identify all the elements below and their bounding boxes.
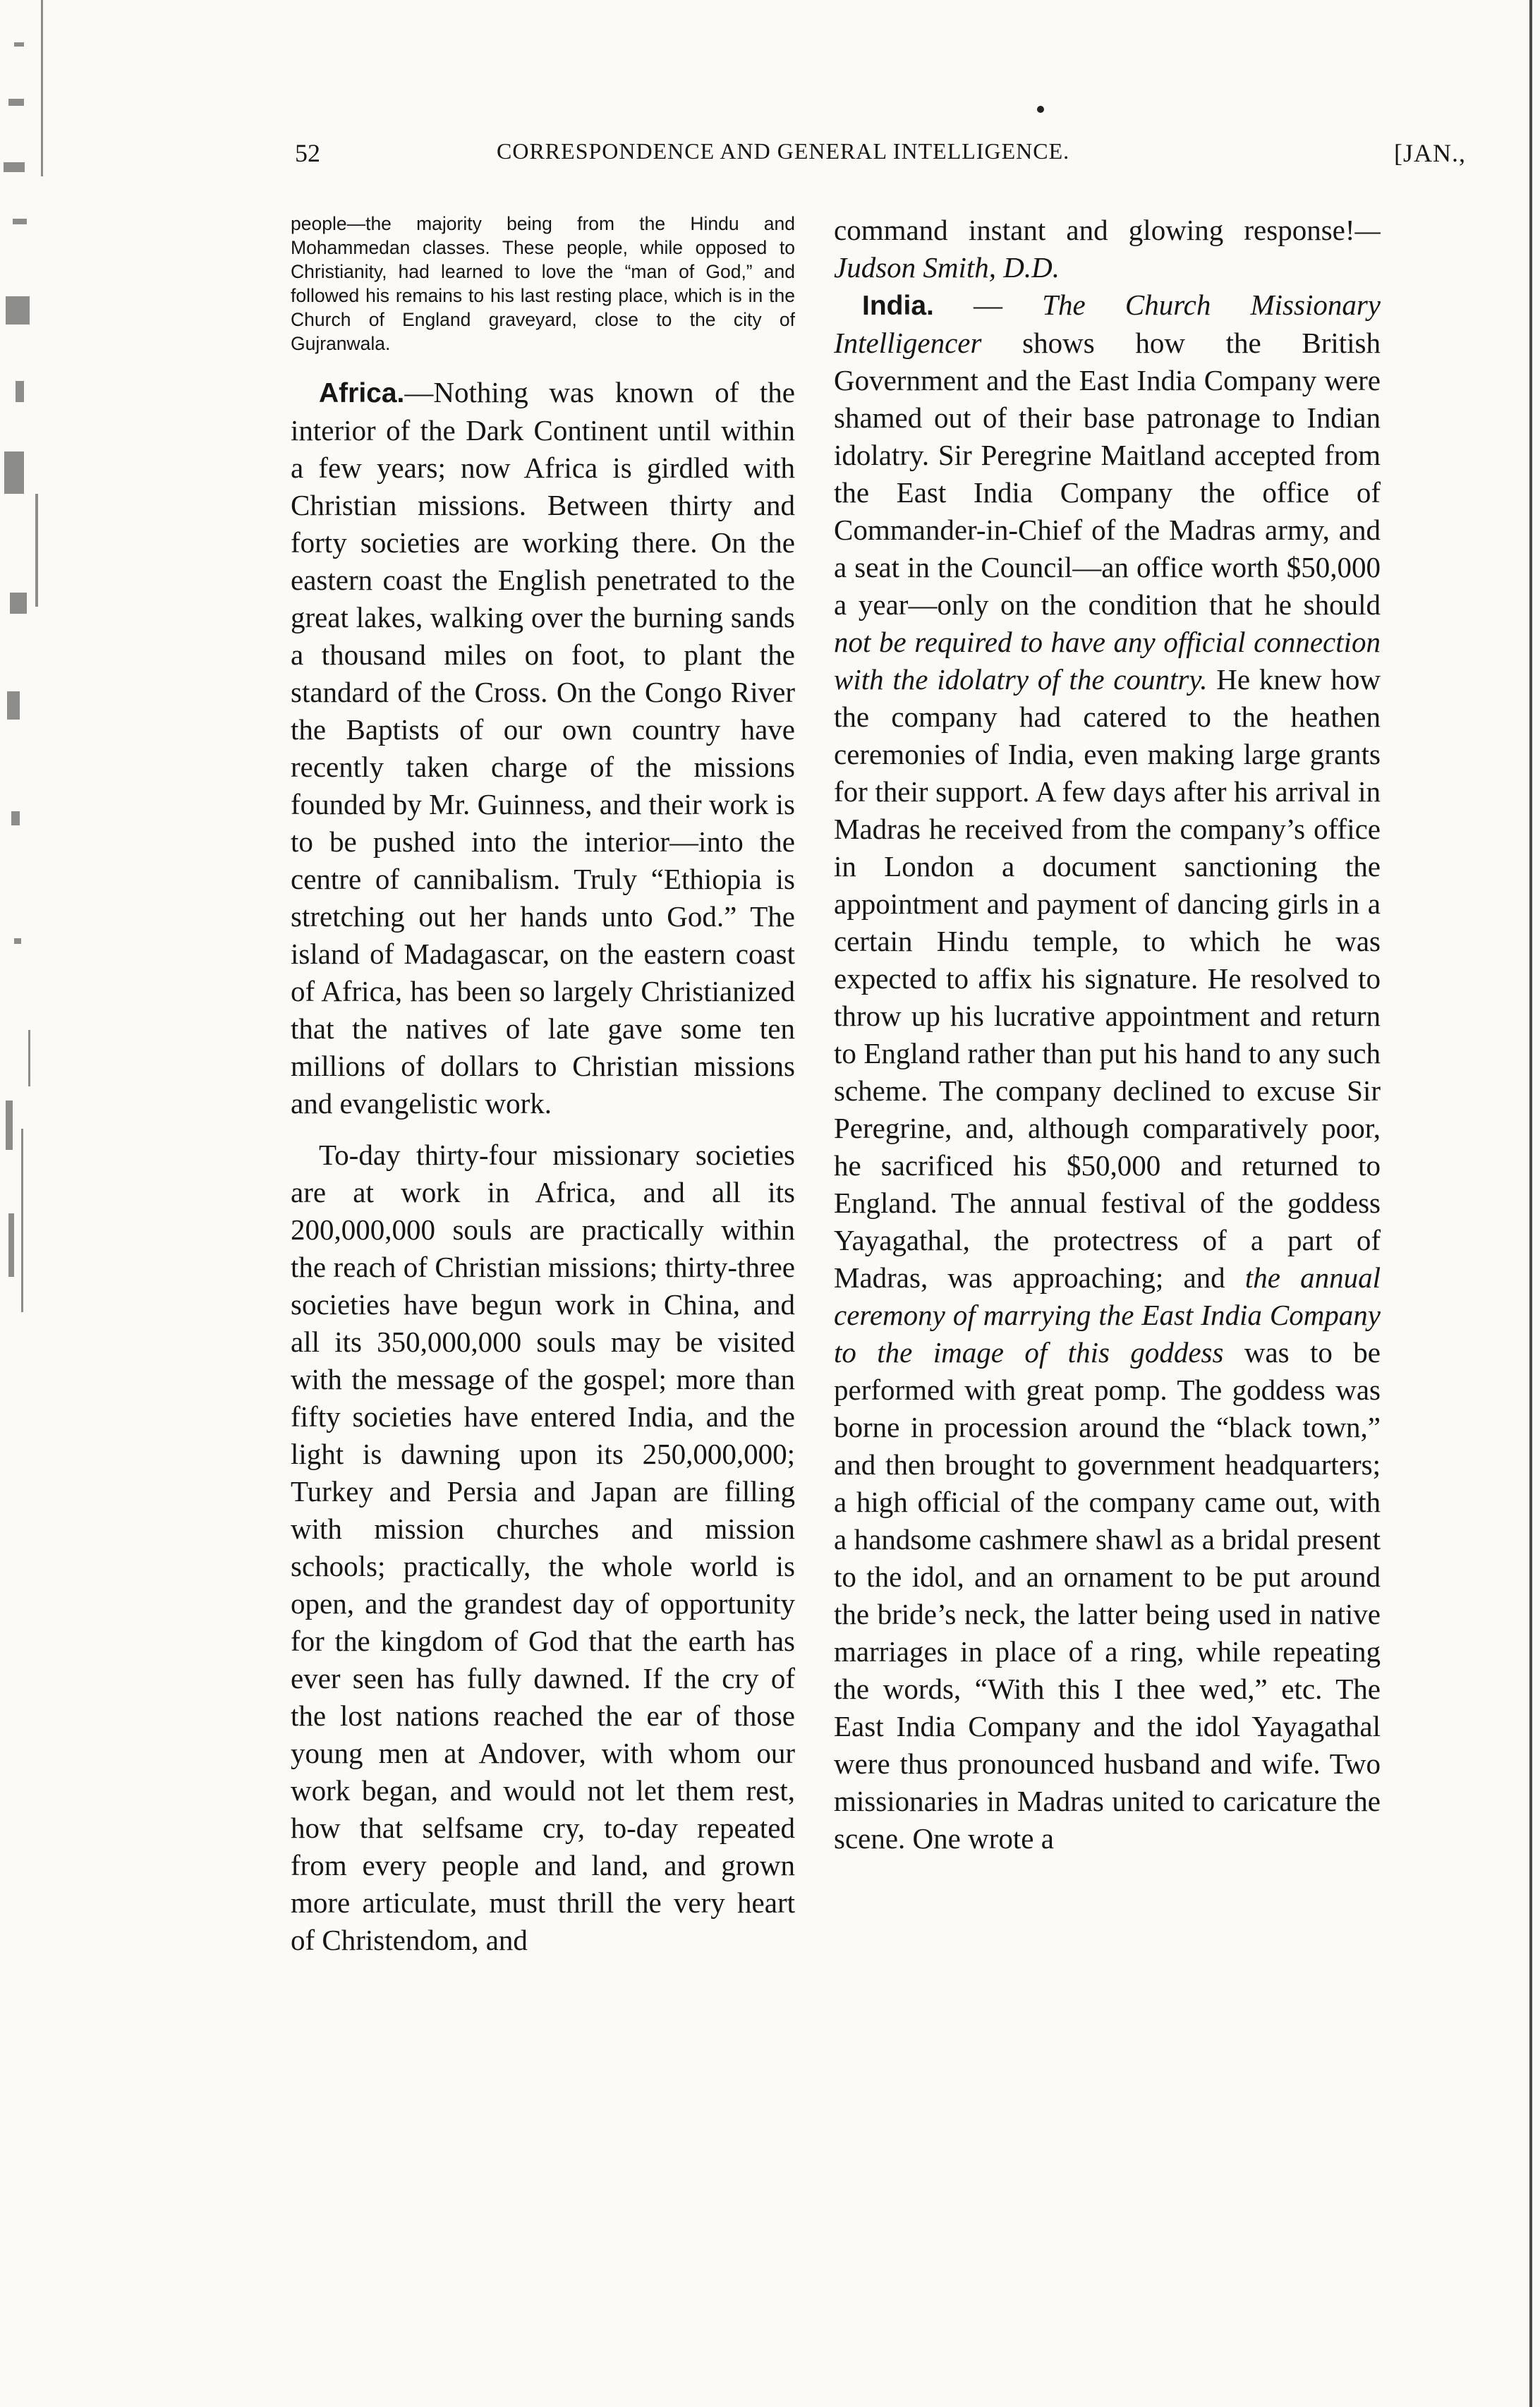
running-title: CORRESPONDENCE AND GENERAL INTELLIGENCE. <box>497 138 1070 164</box>
signature: —Judson Smith, D.D. <box>834 214 1381 284</box>
india-paragraph <box>834 286 1381 1857</box>
india-heading: India. <box>862 291 934 321</box>
page-header <box>295 138 1466 183</box>
ink-mark <box>1037 106 1044 113</box>
smith-continuation <box>834 212 1381 286</box>
page-edge-rule <box>1529 0 1532 2407</box>
africa-text: —Nothing was known of the interior of the Dark Continent until within a few years; now Africa is girdled with Christian missions. Between thirty and forty societies are working there. On the eastern coast the English penetrated to the great lakes, walking over the burning sands a thousand miles on foot, to plant the standard of the Cross. On the Congo River the Baptists of our own country have recently taken charge of the missions founded by Mr. Guinness, and their work is to be pushed into the interior—into the centre of cannibalism. Truly “Ethiopia is stretching out her hands unto God.” The island of Madagascar, on the eastern coast of Africa, has been so largely Christianized that the natives of late gave some ten millions of dollars to Christian missions and evangelistic work. <box>291 376 795 1120</box>
gujranwala-continuation: people—the majority being from the Hindu and Mohammedan classes. These people, while opposed to Christianity, had learned to love the “man of God,” and followed his remains to his last resting place, which is in the Church of England graveyard, close to the city of Gujranwala. <box>291 213 795 354</box>
page-number: 52 <box>295 139 320 167</box>
response-text: command instant and glowing response! <box>834 214 1355 246</box>
india-dash: — <box>933 289 1043 321</box>
issue-month: [JAN., <box>1394 139 1466 167</box>
india-text-1: shows how the British Government and the East India Company were shamed out of their base patronage to Indian idolatry. Sir Peregrine Maitland accepted from the East India Company the office of Commander-in-Chief of the Madras army, and a seat in the Council—an office worth $50,000 a year—only on the condition that he should <box>834 327 1381 621</box>
india-text-2: He knew how the company had catered to the heathen ceremonies of India, even making large grants for their support. A few days after his arrival in Madras he received from the company’s office in London a document sanctioning the appointment and payment of dancing girls in a certain Hindu temple, to which he was expected to affix his signature. He resolved to throw up his lucrative appointment and return to England rather than put his hand to any such scheme. The company declined to excuse Sir Peregrine, and, although comparatively poor, he sacrificed his $50,000 and returned to England. The annual festival of the goddess Yayagathal, the protectress of a part of Madras, was approaching; and <box>834 663 1381 1294</box>
india-text-3: was to be performed with great pomp. The goddess was borne in procession around the “black town,” and then brought to government headquarters; a high official of the company came out, with a handsome cashmere shawl as a bridal present to the idol, and an ornament to be put around the bride’s neck, the latter being used in native marriages in place of a ring, while repeating the words, “With this I thee wed,” etc. The East India Company and the idol Yayagathal were thus pronounced husband and wife. Two missionaries in Madras united to caricature the scene. One wrote a <box>834 1336 1381 1855</box>
right-column <box>834 212 1381 2356</box>
left-column <box>291 212 795 2356</box>
source-title: The Church Missionary Intelligencer <box>834 289 1381 359</box>
today-paragraph: To-day thirty-four missionary societies are at work in Africa, and all its 200,000,000 souls are practically within the reach of Christian missions; thirty-three societies have begun work in China, and all its 350,000,000 souls may be visited with the message of the gospel; more than fifty societies have entered India, and the light is dawning upon its 250,000,000; Turkey and Persia and Japan are filling with mission churches and mission schools; practically, the whole world is open, and the grandest day of opportunity for the kingdom of God that the earth has ever seen has fully dawned. If the cry of the lost nations reached the ear of those young men at Andover, with whom our work began, and would not let them rest, how that selfsame cry, to-day repeated from every people and land, and grown more articulate, must thrill the very heart of Christendom, and <box>291 1139 795 1956</box>
africa-paragraph <box>291 374 795 1122</box>
page-edge-shadow <box>0 0 67 1446</box>
marriage-ceremony: the annual ceremony of marrying the East India Company to the image of this goddess <box>834 1261 1381 1369</box>
official-condition: not be required to have any official connection with the idolatry of the country. <box>834 626 1381 696</box>
africa-heading: Africa. <box>319 378 405 408</box>
